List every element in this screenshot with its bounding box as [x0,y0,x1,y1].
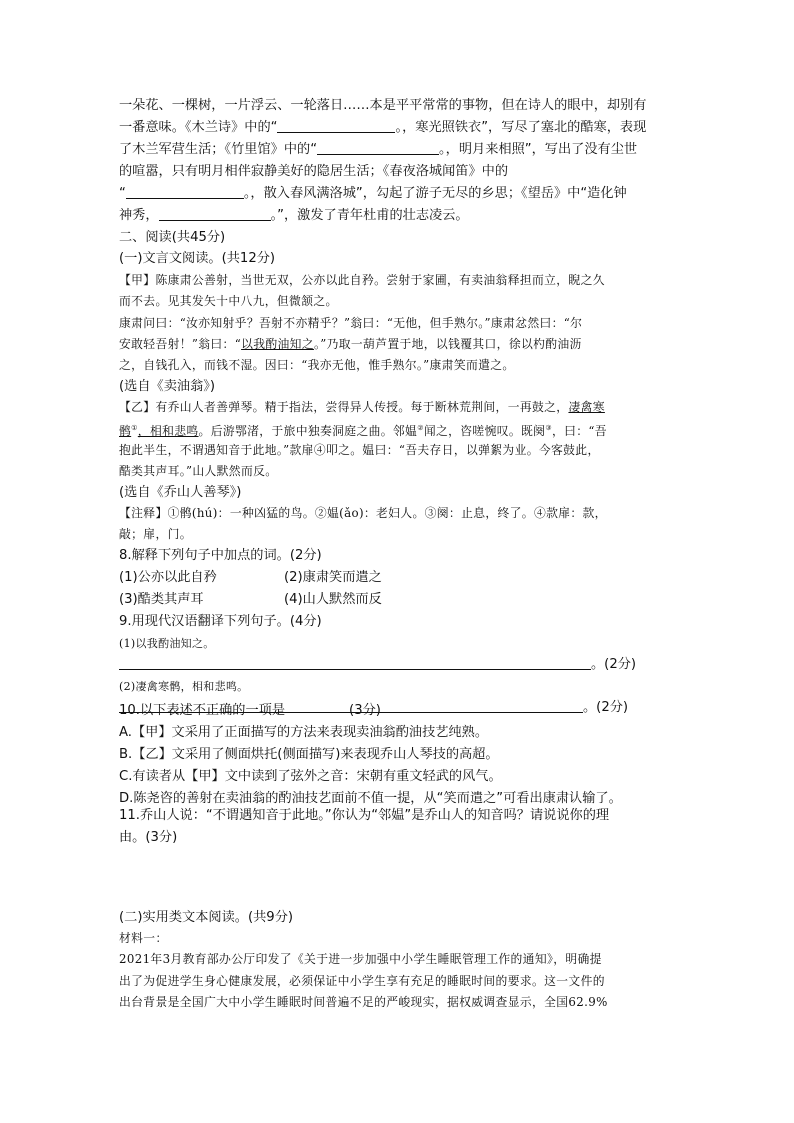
q9-title: 9.用现代汉语翻译下列句子。(4分) [119,614,322,629]
q9-sentence-1: (1)以我酌油知之。 [119,637,215,650]
yi-line-3: 抱此半生，不谓遇知音于此地。”款扉④叩之。媪曰：“吾夫存日，以弹絮为业。今客鼓此， [119,442,600,457]
question-10 [119,700,675,810]
material-1-line-2: 出了为促进学生身心健康发展，必须保证中小学生享有充足的睡眠时间的要求。这一文件的 [119,973,605,988]
material-1-title: 材料一： [119,931,168,945]
answer-blank[interactable] [159,206,271,221]
jia-line-3: 康肃问曰：“汝亦知射乎？吾射不亦精乎？”翁曰：“无他，但手熟尔。”康肃忿然曰：“尔 [119,315,583,330]
jia-line-5: 之，自钱孔入，而钱不湿。因曰：“我亦无他，惟手熟尔。”康肃笑而遣之。 [119,358,515,373]
poem-line-1: 一朵花、一棵树，一片浮云、一轮落日……本是平平常常的事物，但在诗人的眼中，却别有 [119,98,647,113]
underlined-sentence: 以我酌油知之 [241,336,314,351]
yi-line-4: 酷类其声耳。”山人默然而反。 [119,463,278,478]
passage-yi [119,397,675,482]
question-8 [119,545,675,611]
q9-sentence-2: (2)凄禽寒鹘，相和悲鸣。 [119,680,249,693]
q11-line-1: 11.乔山人说：“不谓遇知音于此地。”你认为“邻媪”是乔山人的知音吗？请说说你的理 [119,808,610,823]
passage-jia [119,270,675,376]
subsection-heading-classical: (一)文言文阅读。(共12分) [119,251,276,266]
question-11 [119,805,675,849]
yi-line-1: 【乙】有乔山人者善弹琴。精于指法，尝得异人传授。每于断林荒荆间，一再鼓之，凄禽寒 [119,400,605,414]
note-line-1: 【注释】①鹘(hú)：一种凶猛的鸟。②媪(ǎo)：老妇人。③阕：止息，终了。④款扉：款， [119,506,607,520]
poem-line-4: 的喧嚣，只有明月相伴寂静美好的隐居生活；《春夜洛城闻笛》中的 [119,164,509,179]
q11-line-2: 由。(3分) [119,830,178,845]
jia-line-1: 【甲】陈康肃公善射，当世无双，公亦以此自矜。尝射于家圃，有卖油翁释担而立，睨之久 [119,273,605,287]
jia-line-2: 而不去。见其发矢十中八九，但微颔之。 [119,294,338,309]
subsection-heading-practical: (二)实用类文本阅读。(共9分) [119,910,294,925]
answer-blank[interactable] [126,184,244,199]
poem-line-6: 神秀， 。”，激发了青年杜甫的壮志凌云。 [119,208,469,223]
underlined-phrase: 凄禽寒 [568,400,605,414]
answer-blank[interactable] [277,118,395,133]
jia-source: (选自《卖油翁》) [119,379,216,394]
poem-line-3: 了木兰军营生活；《竹里馆》中的“ 。，明月来相照”，写出了没有尘世 [119,142,638,157]
material-1 [119,928,675,1013]
q9-answer-row-1: 。(2分) [119,654,675,676]
q8-row-1: (1)公亦以此自矜 (2)康肃笑而遣之 [119,570,382,585]
q10-option-a[interactable]: A.【甲】文采用了正面描写的方法来表现卖油翁酌油技艺纯熟。 [119,725,489,740]
answer-blank[interactable] [317,140,439,155]
q10-title-row: 10.以下表述不正确的一项是 (3分) [119,703,381,718]
poem-line-2: 一番意味。《木兰诗》中的“ 。，寒光照铁衣”，写尽了塞北的酷寒，表现 [119,120,647,135]
q10-option-b[interactable]: B.【乙】文采用了侧面烘托(侧面描写)来表现乔山人琴技的高超。 [119,747,499,762]
note-line-2: 敲；扉，门。 [119,527,192,542]
poem-line-5: “ 。，散入春风满洛城”，勾起了游子无尽的乡思；《望岳》中“造化钟 [119,186,627,201]
annotation [119,503,675,546]
answer-line[interactable] [119,655,591,670]
material-1-line-1: 2021年3月教育部办公厅印发了《关于进一步加强中小学生睡眠管理工作的通知》，明确提 [119,952,602,967]
poem-fill-in-question [119,95,675,227]
q8-title: 8.解释下列句子中加点的词。(2分) [119,548,322,563]
q10-option-c[interactable]: C.有读者从【甲】文中读到了弦外之音：宋朝有重文轻武的风气。 [119,769,502,784]
jia-line-4: 安敢轻吾射！”翁曰：“以我酌油知之。”乃取一葫芦置于地，以钱覆其口，徐以杓酌油沥 [119,336,582,351]
q9-answer-row-2: 。(2分) [119,697,675,719]
material-1-line-3: 出台背景是全国广大中小学生睡眠时间普遍不足的严峻现实，据权威调查显示，全国62.9% [119,994,608,1009]
yi-line-2: 鹘①，相和悲鸣。后游鄂渚，于旅中独奏洞庭之曲。邻媪②闻之，咨嗟惋叹。既阕③，曰：“吾 [119,424,607,439]
yi-source: (选自《乔山人善琴》) [119,485,242,500]
section-heading-reading: 二、阅读(共45分) [119,230,226,245]
q8-row-2: (3)酷类其声耳 (4)山人默然而反 [119,592,382,607]
q10-option-d[interactable]: D.陈尧咨的善射在卖油翁的酌油技艺面前不值一提，从“笑而遣之”可看出康肃认输了。 [119,791,622,806]
